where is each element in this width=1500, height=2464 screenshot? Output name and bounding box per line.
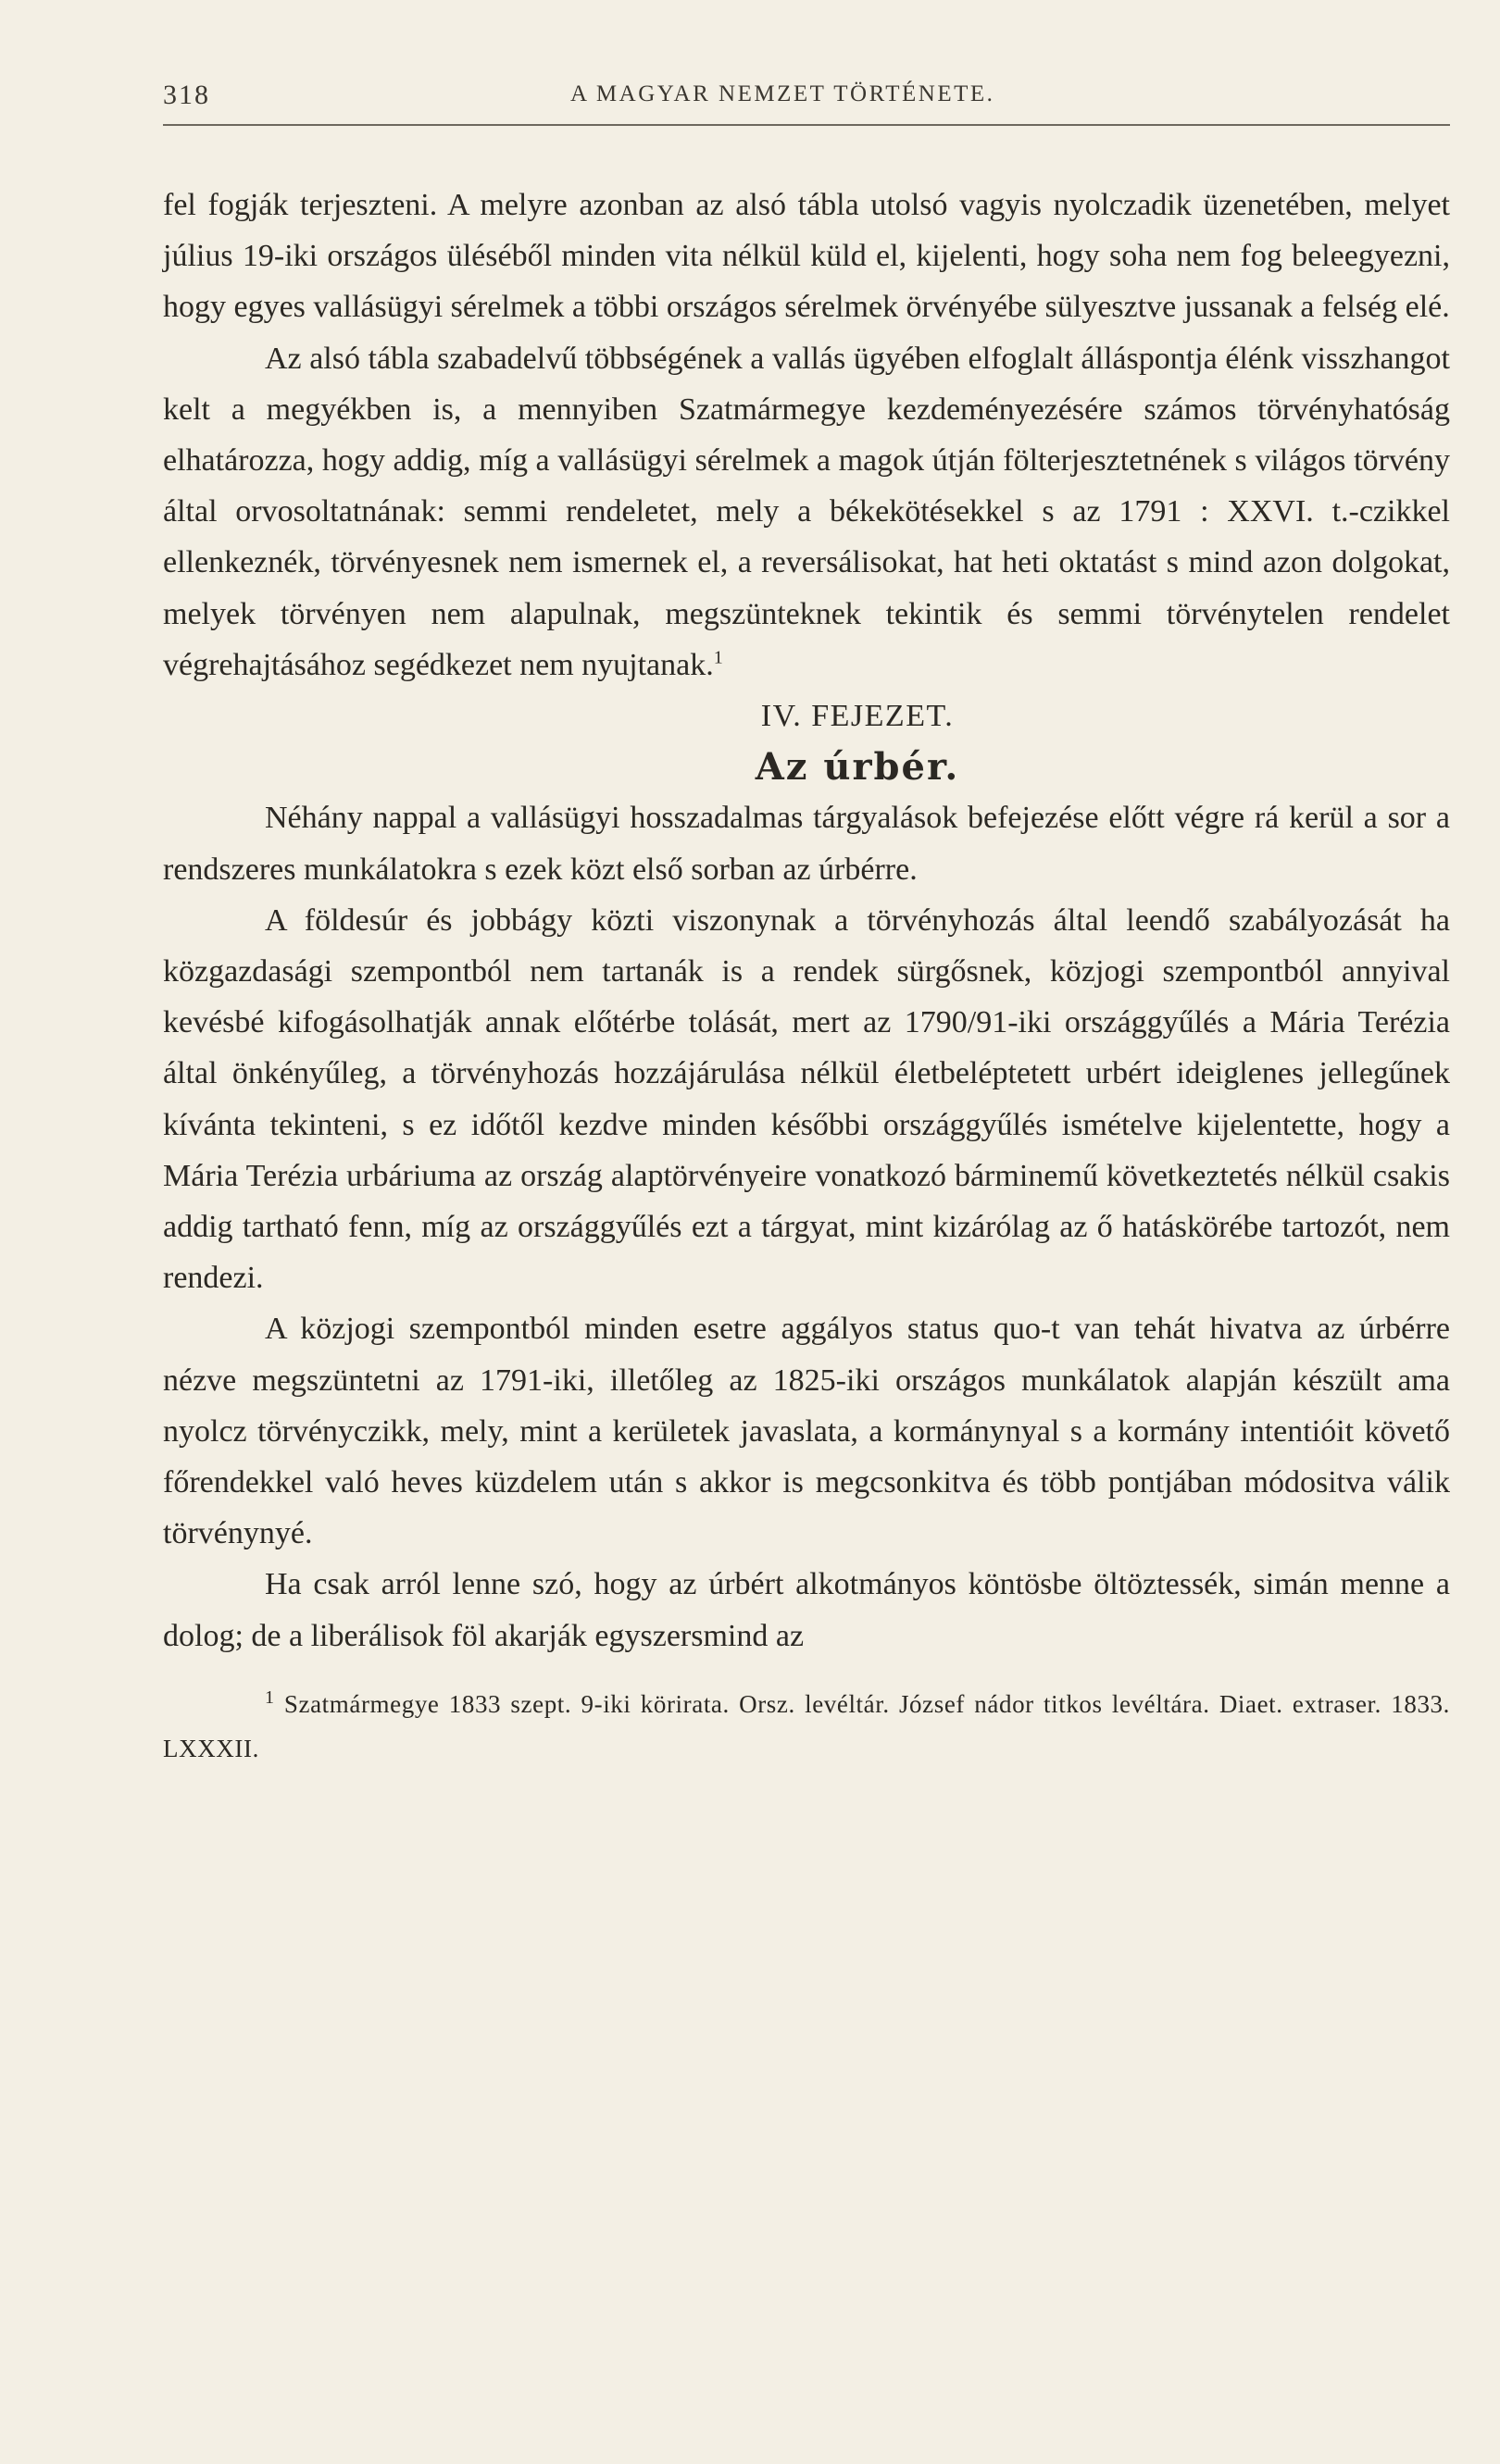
- footnote-mark: 1: [265, 1686, 275, 1708]
- footnote: [163, 1682, 1450, 1771]
- page: [163, 72, 1450, 1771]
- footnote-text: Szatmármegye 1833 szept. 9-iki körirata. Orsz. levéltár. József nádor titkos levéltára. Diaet. extraser. 1833. LXXXII.: [163, 1689, 1450, 1762]
- paragraph-6: Ha csak arról lenne szó, hogy az úrbért alkotmányos köntösbe öltöztessék, simán menne a dolog; de a liberálisok föl akarják egyszersmind az: [163, 1567, 1450, 1653]
- footnote-reference: 1: [713, 647, 723, 668]
- paragraph-4: A földesúr és jobbágy közti viszonynak a törvényhozás által leendő szabályozását ha közgazdasági szempontból nem tartanák is a rendek sürgősnek, közjogi szempontból annyival kevésbé kifogásolhatják annak előtérbe tolását, mert az 1790/91-iki országgyűlés a Mária Terézia által önkényűleg, a törvényhozás hozzájárulása nélkül életbeléptetett urbért ideiglenes jellegűnek kívánta tekinteni, s ez időtől kezdve minden későbbi országgyűlés ismételve kijelentette, hogy a Mária Terézia urbáriuma az ország alaptörvényeire vonatkozó bárminemű következtetés nélkül csakis addig tartható fenn, míg az országgyűlés ezt a tárgyat, mint kizárólag az ő hatáskörébe tartozót, nem rendezi.: [163, 902, 1450, 1296]
- chapter-number: IV. FEJEZET.: [760, 699, 955, 734]
- paragraph-1: fel fogják terjeszteni. A melyre azonban az alsó tábla utolsó vagyis nyolczadik üzenetében, melyet július 19-iki országos üléséből minden vita nélkül küld el, kijelenti, hogy soha nem fog beleegyezni, hogy egyes vallásügyi sérelmek a többi országos sérelmek örvényébe sülyesztve jussanak a felség elé.: [163, 188, 1450, 325]
- paragraph-2: [163, 333, 1450, 691]
- running-title: A MAGYAR NEMZET TÖRTÉNETE.: [570, 81, 995, 106]
- page-number: 318: [163, 80, 210, 110]
- chapter-title: Az úrbér.: [755, 745, 960, 790]
- paragraph-2-text: Az alsó tábla szabadelvű többségének a vallás ügyében elfoglalt álláspontja élénk visszhangot kelt a megyékben is, a mennyiben Szatmármegye kezdeményezésére számos törvényhatóság elhatározza, hogy addig, míg a vallásügyi sérelmek a magok útján fölterjesztetnének s világos törvény által orvosoltatnának: semmi rendeletet, mely a békekötésekkel s az 1791 : XXVI. t.-czikkel ellenkeznék, törvényesnek nem ismernek el, a reversálisokat, hat heti oktatást s mind azon dolgokat, melyek törvényen nem alapulnak, megszünteknek tekintik és semmi törvénytelen rendelet végrehajtásához segédkezet nem nyujtanak.: [163, 341, 1450, 682]
- paragraph-3: Néhány nappal a vallásügyi hosszadalmas tárgyalások befejezése előtt végre rá kerül a sor a rendszeres munkálatokra s ezek közt első sorban az úrbérre.: [163, 801, 1450, 887]
- paragraph-5: A közjogi szempontból minden esetre aggályos status quo-t van tehát hivatva az úrbérre nézve megszüntetni az 1791-iki, illetőleg az 1825-iki országos munkálatok alapján készült ama nyolcz törvényczikk, mely, mint a kerületek javaslata, a kormánynyal s a kormány intentióit követő főrendekkel való heves küzdelem után s akkor is megcsonkitva és több pontjában módositva válik törvénynyé.: [163, 1312, 1450, 1551]
- running-head: [163, 72, 1450, 126]
- body-text: [163, 180, 1450, 1661]
